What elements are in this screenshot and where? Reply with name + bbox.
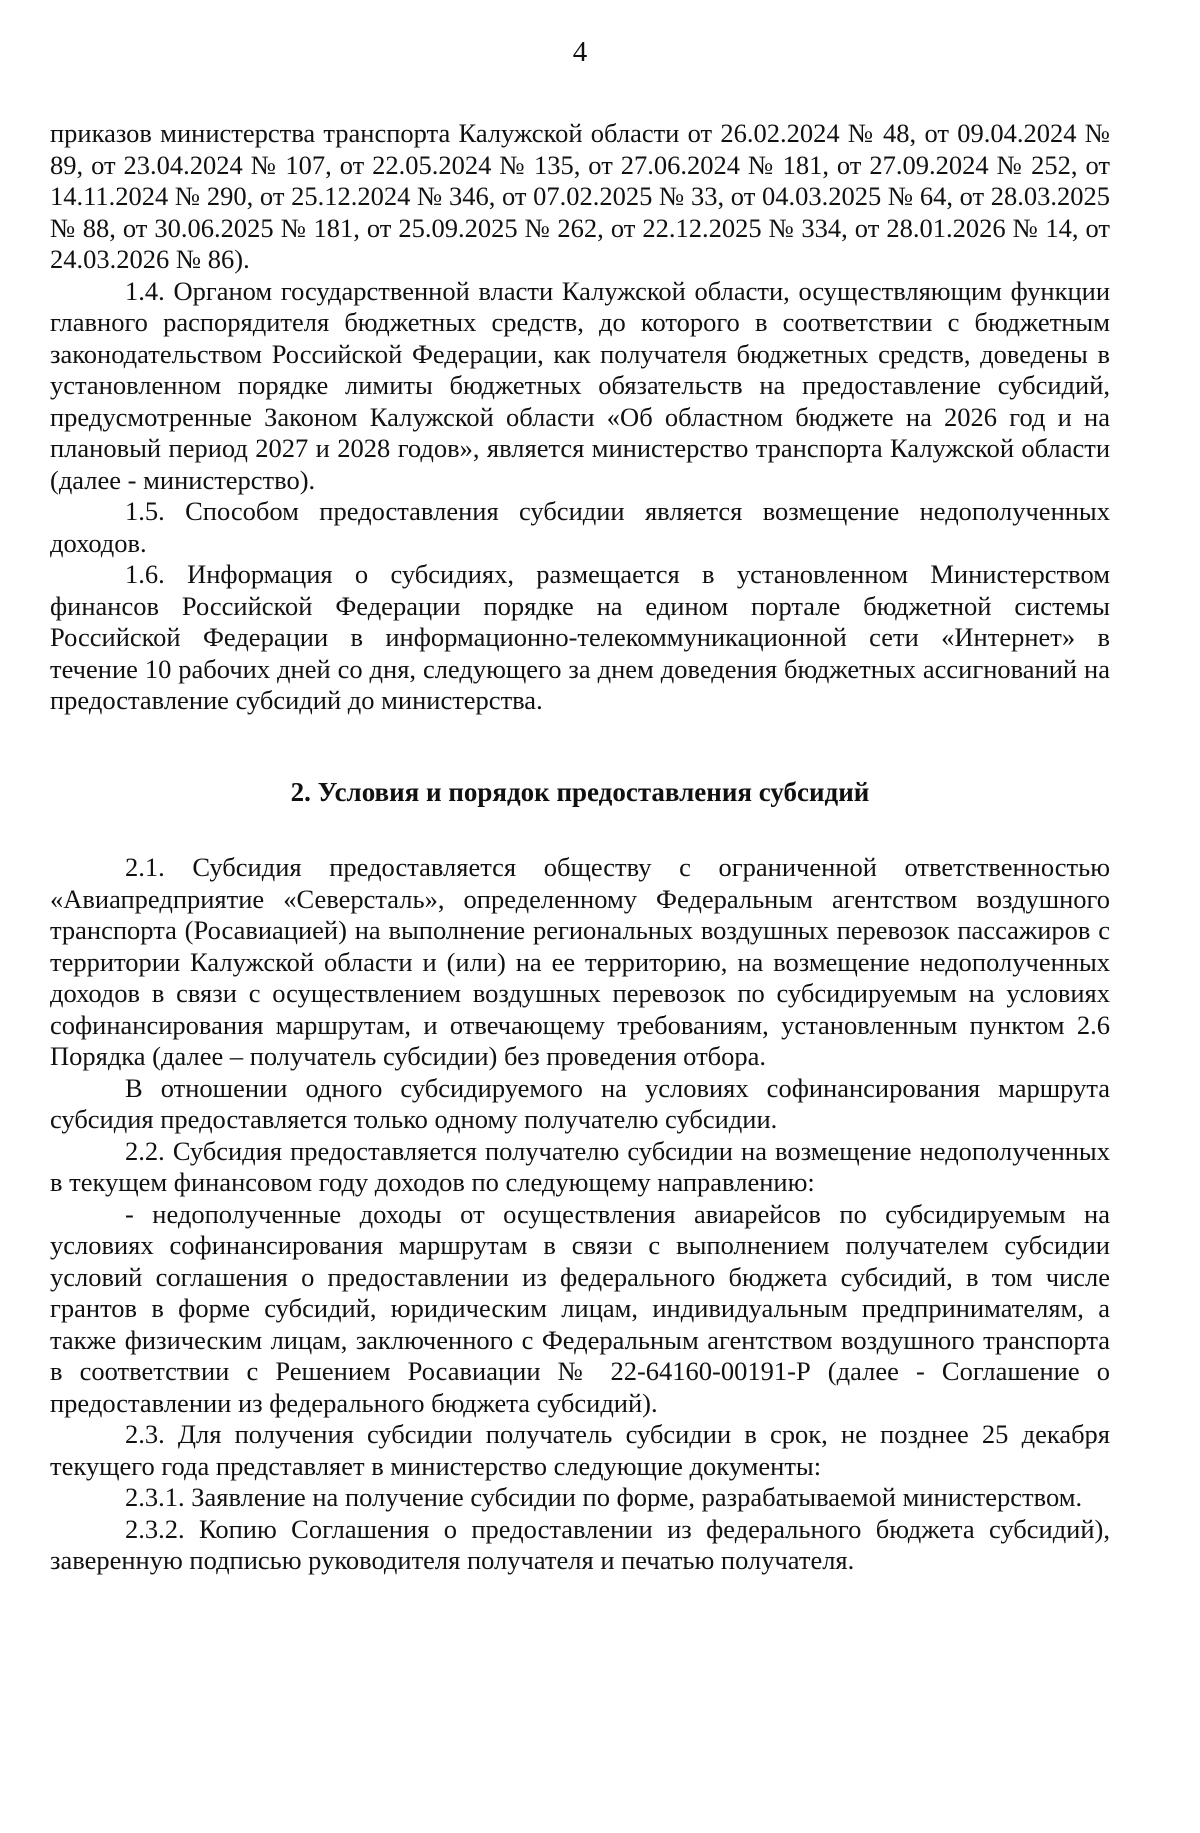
paragraph-1-4: 1.4. Органом государственной власти Калужской области, осуществляющим функции главного распорядителя бюджетных средств, до которого в соответствии с бюджетным законодательством Российской Федерации, как получателя бюджетных средств, доведены в установленном порядке лимиты бюджетных обязательств на предоставление субсидий, предусмотренные Законом Калужской области «Об областном бюджете на 2026 год и на плановый период 2027 и 2028 годов», является министерство транспорта Калужской области (далее - министерство). <box>50 275 1110 495</box>
paragraph-2-3-1: 2.3.1. Заявление на получение субсидии по форме, разрабатываемой министерством. <box>125 1482 1083 1512</box>
paragraph-2-1: 2.1. Субсидия предоставляется обществу с ограниченной ответственностью «Авиапредприятие «Северсталь», определенному Федеральным агентством воздушного транспорта (Росавиацией) на выполнение региональных воздушных перевозок пассажиров с территории Калужской области и (или) на ее территорию, на возмещение недополученных доходов в связи с осуществлением воздушных перевозок по субсидируемым на условиях софинансирования маршрутам, и отвечающему требованиям, установленным пунктом 2.6 Порядка (далее – получатель субсидии) без проведения отбора. <box>50 852 1110 1071</box>
paragraph-1-5: 1.5. Способом предоставления субсидии является возмещение недополученных доходов. <box>50 496 1110 558</box>
document-body <box>50 118 1110 1577</box>
paragraph-1-6: 1.6. Информация о субсидиях, размещается в установленном Министерством финансов Российской Федерации порядке на едином портале бюджетной системы Российской Федерации в информационно-телекоммуникационной сети «Интернет» в течение 10 рабочих дней со дня, следующего за днем доведения бюджетных ассигнований на предоставление субсидий до министерства. <box>50 559 1110 715</box>
paragraph-2-3: 2.3. Для получения субсидии получатель субсидии в срок, не позднее 25 декабря текущего года представляет в министерство следующие документы: <box>50 1419 1110 1481</box>
paragraph-amendments-list: приказов министерства транспорта Калужской области от 26.02.2024 № 48, от 09.04.2024 № 89, от 23.04.2024 № 107, от 22.05.2024 № 135, от 27.06.2024 № 181, от 27.09.2024 № 252, от 14.11.2024 № 290, от 25.12.2024 № 346, от 07.02.2025 № 33, от 04.03.2025 № 64, от 28.03.2025 № 88, от 30.06.2025 № 181, от 25.09.2025 № 262, от 22.12.2025 № 334, от 28.01.2026 № 14, от 24.03.2026 № 86). <box>50 118 1110 274</box>
paragraph-2-1-note: В отношении одного субсидируемого на условиях софинансирования маршрута субсидия предоставляется только одному получателю субсидии. <box>50 1072 1110 1134</box>
page-number: 4 <box>572 36 588 68</box>
paragraph-2-2-item: - недополученные доходы от осуществления авиарейсов по субсидируемым на условиях софинансирования маршрутам в связи с выполнением получателем субсидии условий соглашения о предоставлении из федерального бюджета субсидий, в том числе грантов в форме субсидий, юридическим лицам, индивидуальным предпринимателям, а также физическим лицам, заключенного с Федеральным агентством воздушного транспорта в соответствии с Решением Росавиации № 22-64160-00191-Р (далее - Соглашение о предоставлении из федерального бюджета субсидий). <box>50 1198 1110 1418</box>
paragraph-2-2: 2.2. Субсидия предоставляется получателю субсидии на возмещение недополученных в текущем финансовом году доходов по следующему направлению: <box>50 1135 1110 1197</box>
section-heading: 2. Условия и порядок предоставления субсидий <box>290 776 870 807</box>
paragraph-2-3-2: 2.3.2. Копию Соглашения о предоставлении из федерального бюджета субсидий), заверенную подписью руководителя получателя и печатью получателя. <box>50 1513 1110 1575</box>
